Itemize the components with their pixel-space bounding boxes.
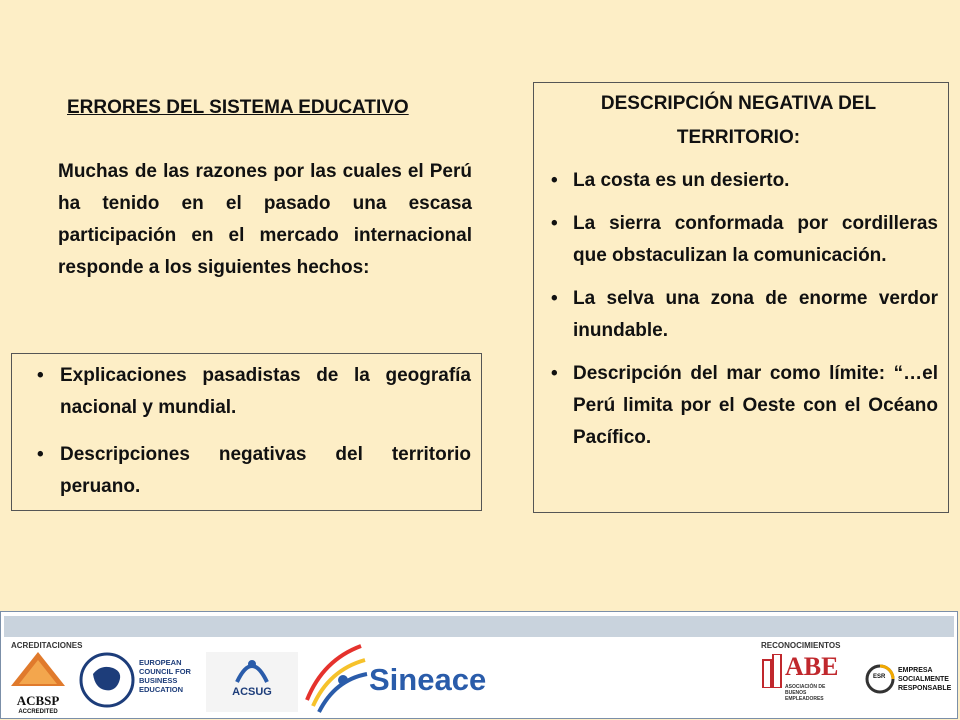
europe-globe-icon — [79, 652, 135, 708]
list-item-text: Descripción del mar como límite: “…el Perú limita por el Oeste con el Océano Pacífico. — [573, 363, 938, 448]
sineace-emblem-icon — [303, 640, 369, 714]
esr-line1: EMPRESA — [898, 667, 933, 674]
left-box — [11, 353, 482, 511]
list-item — [539, 208, 938, 272]
abe-name: ABE — [785, 652, 839, 681]
bullet-icon: • — [551, 170, 558, 191]
bullet-icon: • — [551, 288, 558, 309]
right-title: DESCRIPCIÓN NEGATIVA DEL TERRITORIO: — [600, 93, 877, 148]
left-bullet-list — [17, 360, 471, 503]
list-item-text: La selva una zona de enorme verdor inundable. — [573, 288, 938, 341]
right-bullet-list — [539, 165, 938, 454]
ecbe-line1: EUROPEAN — [139, 658, 182, 667]
list-item — [539, 165, 938, 197]
list-item-text: Descripciones negativas del territorio peruano. — [60, 444, 471, 497]
footer-bar — [4, 616, 954, 637]
acsug-emblem-icon — [232, 654, 272, 684]
list-item — [17, 439, 471, 503]
list-item — [539, 283, 938, 347]
bullet-icon: • — [551, 363, 558, 384]
acsug-name: ACSUG — [232, 686, 272, 698]
acsug-logo — [206, 652, 298, 712]
bullet-icon: • — [37, 365, 44, 386]
left-title: ERRORES DEL SISTEMA EDUCATIVO — [67, 97, 409, 118]
ecbe-line2: COUNCIL FOR — [139, 667, 191, 676]
right-box — [533, 82, 949, 513]
recognitions-label: RECONOCIMIENTOS — [761, 641, 841, 650]
sineace-name: Sineace — [369, 662, 487, 697]
esr-line3: RESPONSABLE — [898, 685, 952, 692]
list-item-text: Explicaciones pasadistas de la geografía nacional y mundial. — [60, 365, 471, 418]
acbsp-sub: ACCREDITED — [18, 709, 58, 715]
ecbe-line4: EDUCATION — [139, 685, 184, 694]
footer-banner — [0, 611, 958, 719]
acbsp-logo — [7, 650, 69, 715]
esr-line2: SOCIALMENTE — [898, 676, 949, 683]
accreditations-label: ACREDITACIONES — [11, 641, 83, 650]
acbsp-name: ACBSP — [16, 693, 60, 708]
bullet-icon: • — [551, 213, 558, 234]
esr-mark: ESR — [873, 674, 886, 680]
esr-logo — [865, 652, 952, 712]
bullet-icon: • — [37, 444, 44, 465]
acbsp-emblem-icon — [7, 650, 69, 690]
intro-paragraph: Muchas de las razones por las cuales el Perú ha tenido en el pasado una escasa participación en el mercado internacional responde a los siguientes hechos: — [58, 161, 472, 278]
building-icon — [761, 654, 783, 688]
abe-sub: ASOCIACIÓN DE BUENOS EMPLEADORES — [785, 684, 826, 702]
list-item — [17, 360, 471, 424]
ecbe-line3: BUSINESS — [139, 676, 178, 685]
abe-logo — [761, 652, 843, 714]
ecbe-logo — [79, 652, 204, 710]
sineace-logo — [303, 640, 503, 718]
list-item-text: La sierra conformada por cordilleras que obstaculizan la comunicación. — [573, 213, 938, 266]
list-item — [539, 358, 938, 454]
list-item-text: La costa es un desierto. — [573, 170, 790, 191]
